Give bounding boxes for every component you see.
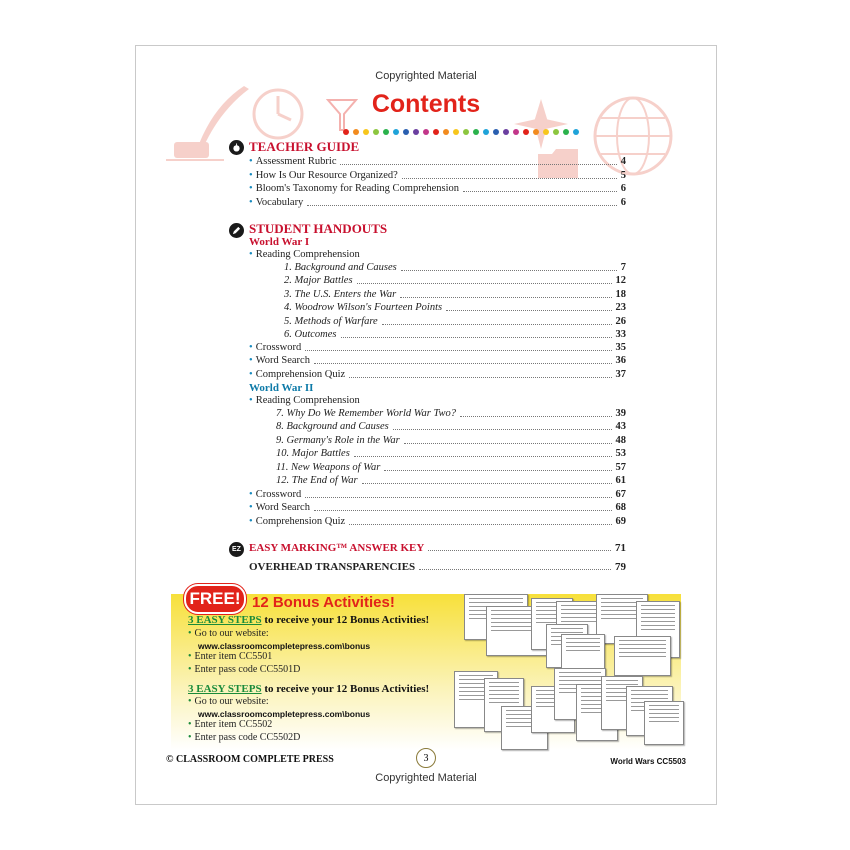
ww1-lesson[interactable] [284, 329, 626, 341]
steps-heading-1: 3 EASY STEPS to receive your 12 Bonus Activities! [188, 614, 430, 626]
ww2-extra-page: 67 [615, 489, 626, 500]
color-dot [553, 129, 559, 135]
ww1-lesson[interactable] [284, 316, 626, 328]
ww2-extra-page: 69 [615, 515, 626, 527]
bonus-url-1[interactable]: www.classroomcompletepress.com\bonus [198, 641, 371, 651]
teacher-guide-item-label: Assessment Rubric [255, 156, 337, 167]
color-dot [573, 129, 579, 135]
apple-icon [229, 140, 244, 155]
item-line-1: • Enter item CC5501 [188, 651, 273, 662]
worksheet-thumbnail [644, 701, 684, 745]
code-line-2: • Enter pass code CC5502D [188, 732, 301, 743]
item-line-2: • Enter item CC5502 [188, 719, 273, 730]
ww1-lesson-page: 26 [615, 315, 626, 327]
ww2-lesson[interactable] [276, 462, 626, 474]
ww2-lesson-page: 39 [615, 408, 626, 419]
teacher-guide-item[interactable] [249, 170, 626, 182]
ww1-lesson[interactable] [284, 262, 626, 274]
ww2-extra-label: Word Search [255, 502, 310, 514]
ww1-lesson-label: 2. Major Battles [284, 275, 353, 287]
ww1-lesson-label: 5. Methods of Warfare [284, 315, 378, 327]
dot-leader [305, 497, 611, 498]
bonus-url-2[interactable]: www.classroomcompletepress.com\bonus [198, 709, 371, 719]
color-dot [513, 129, 519, 135]
ww2-lesson[interactable] [276, 448, 626, 460]
ww2-extra[interactable] [249, 516, 626, 528]
color-dot [483, 129, 489, 135]
dot-leader [349, 377, 611, 378]
color-dot [503, 129, 509, 135]
dot-leader [463, 191, 617, 192]
color-dot [353, 129, 359, 135]
color-dot [413, 129, 419, 135]
ww1-lesson[interactable] [284, 302, 626, 314]
color-dot [433, 129, 439, 135]
ww2-extra-page: 68 [615, 502, 626, 514]
color-dots-divider [343, 129, 579, 135]
dot-leader [341, 337, 612, 338]
color-dot [563, 129, 569, 135]
code-line-1: • Enter pass code CC5501D [188, 664, 301, 675]
dot-leader [307, 205, 616, 206]
color-dot [363, 129, 369, 135]
color-dot [473, 129, 479, 135]
answer-key-page: 71 [615, 542, 626, 554]
ww1-lesson-page: 18 [615, 288, 626, 300]
color-dot [343, 129, 349, 135]
bullet-icon: • [249, 368, 253, 380]
bullet-icon: • [249, 502, 253, 514]
bullet-icon: • [249, 156, 253, 167]
goto-line-2: • Go to our website: [188, 696, 269, 707]
ww1-extra-page: 37 [615, 368, 626, 380]
ww1-lesson-label: 6. Outcomes [284, 329, 337, 340]
teacher-guide-item-page: 4 [620, 156, 626, 167]
ww2-reading-heading [249, 395, 360, 407]
bullet-icon: • [249, 489, 253, 500]
ww1-lesson-page: 12 [615, 275, 626, 287]
dot-leader [393, 429, 612, 430]
transparencies-row[interactable] [249, 561, 626, 573]
dot-leader [446, 310, 611, 311]
ww2-lesson-label: 12. The End of War [276, 475, 358, 486]
teacher-guide-item[interactable] [249, 197, 626, 209]
ww2-lesson-page: 43 [615, 421, 626, 433]
copyright-bottom: Copyrighted Material [375, 772, 477, 784]
dot-leader [400, 297, 611, 298]
dot-leader [314, 363, 612, 364]
dot-leader [404, 443, 612, 444]
ww2-lesson-label: 11. New Weapons of War [276, 461, 381, 473]
bullet-icon: • [249, 249, 253, 260]
series-code: World Wars CC5503 [610, 757, 686, 766]
document-page [135, 45, 717, 805]
teacher-guide-item-page: 6 [620, 196, 626, 208]
teacher-guide-item[interactable] [249, 156, 626, 168]
page-title: Contents [371, 90, 481, 118]
color-dot [423, 129, 429, 135]
ez-icon: EZ [229, 542, 244, 557]
publisher-logo: © CLASSROOM COMPLETE PRESS [166, 754, 334, 765]
ww1-extra[interactable] [249, 369, 626, 381]
ww1-lesson-label: 1. Background and Causes [284, 262, 397, 273]
ww1-lesson[interactable] [284, 275, 626, 287]
ww2-extra[interactable] [249, 489, 626, 501]
dot-leader [314, 510, 612, 511]
ww1-extra[interactable] [249, 342, 626, 354]
steps-heading-2: 3 EASY STEPS to receive your 12 Bonus Activities! [188, 683, 430, 695]
bullet-icon: • [249, 355, 253, 367]
ww2-lesson-label: 7. Why Do We Remember World War Two? [276, 408, 457, 419]
color-dot [393, 129, 399, 135]
teacher-guide-item-page: 5 [620, 169, 626, 181]
bullet-icon: • [249, 342, 253, 353]
student-handouts-heading: STUDENT HANDOUTS [249, 221, 388, 236]
teacher-guide-item[interactable] [249, 183, 626, 195]
free-badge: FREE! [184, 584, 246, 614]
answer-key-row[interactable] [249, 542, 626, 554]
transparencies-page: 79 [615, 561, 626, 573]
dot-leader [305, 350, 611, 351]
ww2-lesson-page: 61 [615, 475, 626, 486]
color-dot [443, 129, 449, 135]
ww1-extra-page: 35 [615, 342, 626, 353]
ww2-lesson-page: 57 [615, 461, 626, 473]
bonus-activities-title: 12 Bonus Activities! [252, 594, 395, 611]
ww1-lesson-label: 4. Woodrow Wilson's Fourteen Points [284, 302, 443, 314]
color-dot [463, 129, 469, 135]
ww2-lesson-label: 8. Background and Causes [276, 421, 389, 433]
bullet-icon: • [249, 183, 253, 194]
color-dot [543, 129, 549, 135]
teacher-guide-item-label: Bloom's Taxonomy for Reading Comprehension [255, 183, 460, 194]
ww1-extra-label: Crossword [255, 342, 302, 353]
bullet-icon: • [249, 515, 253, 527]
teacher-guide-item-label: How Is Our Resource Organized? [255, 169, 398, 181]
color-dot [533, 129, 539, 135]
ww2-lesson[interactable] [276, 421, 626, 433]
ww1-lesson[interactable] [284, 289, 626, 301]
ww2-lesson-page: 48 [615, 434, 626, 446]
ww2-lesson-page: 53 [615, 448, 626, 460]
ww1-extra[interactable] [249, 355, 626, 367]
color-dot [493, 129, 499, 135]
ww2-lesson[interactable] [276, 475, 626, 487]
ww1-extra-page: 36 [615, 355, 626, 367]
ww2-lesson-label: 10. Major Battles [276, 448, 350, 460]
color-dot [373, 129, 379, 135]
dot-leader [340, 164, 616, 165]
ww1-reading-heading [249, 249, 360, 261]
copyright-top: Copyrighted Material [375, 70, 477, 82]
ww1-lesson-label: 3. The U.S. Enters the War [284, 288, 397, 300]
teacher-guide-item-page: 6 [620, 183, 626, 194]
color-dot [523, 129, 529, 135]
dot-leader [382, 324, 612, 325]
worksheet-thumbnail [614, 636, 671, 676]
dot-leader [357, 283, 612, 284]
ww2-lesson[interactable] [276, 408, 626, 420]
dot-leader [460, 416, 611, 417]
teacher-guide-heading: TEACHER GUIDE [249, 139, 360, 154]
dot-leader [349, 524, 611, 525]
color-dot [453, 129, 459, 135]
bullet-icon: • [249, 196, 253, 208]
dot-leader [384, 470, 611, 471]
dot-leader [362, 483, 612, 484]
teacher-guide-item-label: Vocabulary [255, 196, 304, 208]
color-dot [383, 129, 389, 135]
ww2-reading-heading-label: Reading Comprehension [255, 395, 360, 406]
answer-key-label: EASY MARKING™ ANSWER KEY [249, 542, 425, 554]
bullet-icon: • [249, 169, 253, 181]
ww1-heading: World War I [249, 236, 310, 248]
ww2-lesson[interactable] [276, 435, 626, 447]
ww1-lesson-page: 23 [615, 302, 626, 314]
ww2-extra-label: Comprehension Quiz [255, 515, 346, 527]
ww2-extra-label: Crossword [255, 489, 302, 500]
goto-line-1: • Go to our website: [188, 628, 269, 639]
ww2-extra[interactable] [249, 502, 626, 514]
bullet-icon: • [249, 395, 253, 406]
dot-leader [402, 178, 617, 179]
ww1-lesson-page: 33 [615, 329, 626, 340]
ww1-extra-label: Word Search [255, 355, 310, 367]
ww1-extra-label: Comprehension Quiz [255, 368, 346, 380]
ww1-lesson-page: 7 [620, 262, 626, 273]
ww2-heading: World War II [249, 382, 314, 394]
page-number: 3 [416, 748, 436, 768]
color-dot [403, 129, 409, 135]
pencil-icon [229, 223, 244, 238]
dot-leader [401, 270, 617, 271]
transparencies-label: OVERHEAD TRANSPARENCIES [249, 561, 416, 573]
ww2-lesson-label: 9. Germany's Role in the War [276, 434, 400, 446]
dot-leader [354, 456, 612, 457]
ww1-reading-heading-label: Reading Comprehension [255, 249, 360, 260]
